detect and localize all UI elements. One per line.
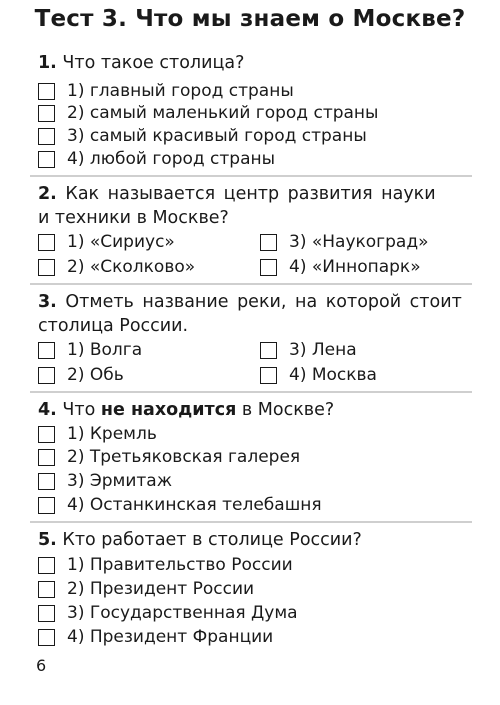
q2-option-2[interactable] (38, 257, 195, 277)
q4-option-3[interactable] (38, 471, 172, 491)
option-label: 4) Останкинская телебашня (67, 495, 322, 515)
q3-option-1[interactable] (38, 340, 142, 360)
checkbox[interactable] (38, 234, 55, 251)
q5-option-4[interactable] (38, 627, 273, 647)
question-4 (38, 398, 334, 422)
q3-option-3[interactable] (260, 340, 357, 360)
q2-option-1[interactable] (38, 232, 175, 252)
question-text: Что такое столица? (62, 53, 245, 73)
q3-option-2[interactable] (38, 365, 124, 385)
question-number: 3. (38, 292, 57, 312)
question-text-post: в Москве? (241, 400, 335, 420)
checkbox[interactable] (38, 259, 55, 276)
question-5 (38, 528, 362, 552)
option-label: 4) Москва (289, 365, 377, 385)
checkbox[interactable] (260, 367, 277, 384)
question-number: 5. (38, 530, 57, 550)
question-text-pre: Что (62, 400, 96, 420)
option-label: 2) самый маленький город страны (67, 103, 379, 123)
checkbox[interactable] (260, 259, 277, 276)
q4-option-1[interactable] (38, 424, 157, 444)
checkbox[interactable] (38, 473, 55, 490)
question-2 (38, 182, 463, 206)
checkbox[interactable] (38, 449, 55, 466)
option-label: 3) Эрмитаж (67, 471, 173, 491)
option-label: 3) Лена (289, 340, 357, 360)
q1-option-3[interactable] (38, 126, 367, 146)
option-label: 3) Государственная Дума (67, 603, 298, 623)
divider (30, 521, 472, 523)
question-number: 2. (38, 184, 57, 204)
checkbox[interactable] (260, 342, 277, 359)
option-label: 4) Президент Франции (67, 627, 274, 647)
option-label: 4) «Иннопарк» (289, 257, 421, 277)
checkbox[interactable] (38, 105, 55, 122)
option-label: 4) любой город страны (67, 149, 276, 169)
checkbox[interactable] (38, 128, 55, 145)
checkbox[interactable] (38, 557, 55, 574)
checkbox[interactable] (38, 605, 55, 622)
page-number: 6 (36, 656, 47, 675)
checkbox[interactable] (38, 342, 55, 359)
option-label: 2) Обь (67, 365, 124, 385)
q3-option-4[interactable] (260, 365, 377, 385)
question-3-cont (38, 314, 188, 338)
question-text-line2: и техники в Москве? (38, 208, 229, 228)
divider (30, 283, 472, 285)
q5-option-3[interactable] (38, 603, 298, 623)
option-label: 1) главный город страны (67, 81, 294, 101)
question-1 (38, 51, 244, 75)
q1-option-1[interactable] (38, 81, 294, 101)
checkbox[interactable] (38, 83, 55, 100)
q1-option-2[interactable] (38, 103, 378, 123)
question-text-emphasis: не находится (100, 400, 237, 420)
divider (30, 175, 472, 177)
option-label: 1) Волга (67, 340, 143, 360)
q4-option-2[interactable] (38, 447, 300, 467)
checkbox[interactable] (38, 426, 55, 443)
option-label: 1) Кремль (67, 424, 157, 444)
question-number: 1. (38, 53, 57, 73)
q4-option-4[interactable] (38, 495, 322, 515)
option-label: 1) Правительство России (67, 555, 293, 575)
question-text-line2: столица России. (38, 316, 189, 336)
question-text-line1: Отметь название реки, на которой стоит (65, 292, 462, 312)
question-2-cont (38, 206, 229, 230)
question-text-line1: Как называется центр развития науки (65, 184, 436, 204)
option-label: 3) самый красивый город страны (67, 126, 367, 146)
question-text: Кто работает в столице России? (62, 530, 362, 550)
option-label: 2) «Сколково» (67, 257, 196, 277)
page-title: Тест 3. Что мы знаем о Москве? (34, 6, 466, 32)
option-label: 2) Президент России (67, 579, 255, 599)
checkbox[interactable] (260, 234, 277, 251)
q5-option-1[interactable] (38, 555, 293, 575)
checkbox[interactable] (38, 629, 55, 646)
checkbox[interactable] (38, 497, 55, 514)
checkbox[interactable] (38, 367, 55, 384)
q1-option-4[interactable] (38, 149, 275, 169)
divider (30, 391, 472, 393)
question-number: 4. (38, 400, 57, 420)
q2-option-3[interactable] (260, 232, 428, 252)
q2-option-4[interactable] (260, 257, 421, 277)
checkbox[interactable] (38, 581, 55, 598)
option-label: 1) «Сириус» (67, 232, 175, 252)
checkbox[interactable] (38, 151, 55, 168)
q5-option-2[interactable] (38, 579, 254, 599)
option-label: 3) «Наукоград» (289, 232, 429, 252)
question-3 (38, 290, 463, 314)
option-label: 2) Третьяковская галерея (67, 447, 301, 467)
